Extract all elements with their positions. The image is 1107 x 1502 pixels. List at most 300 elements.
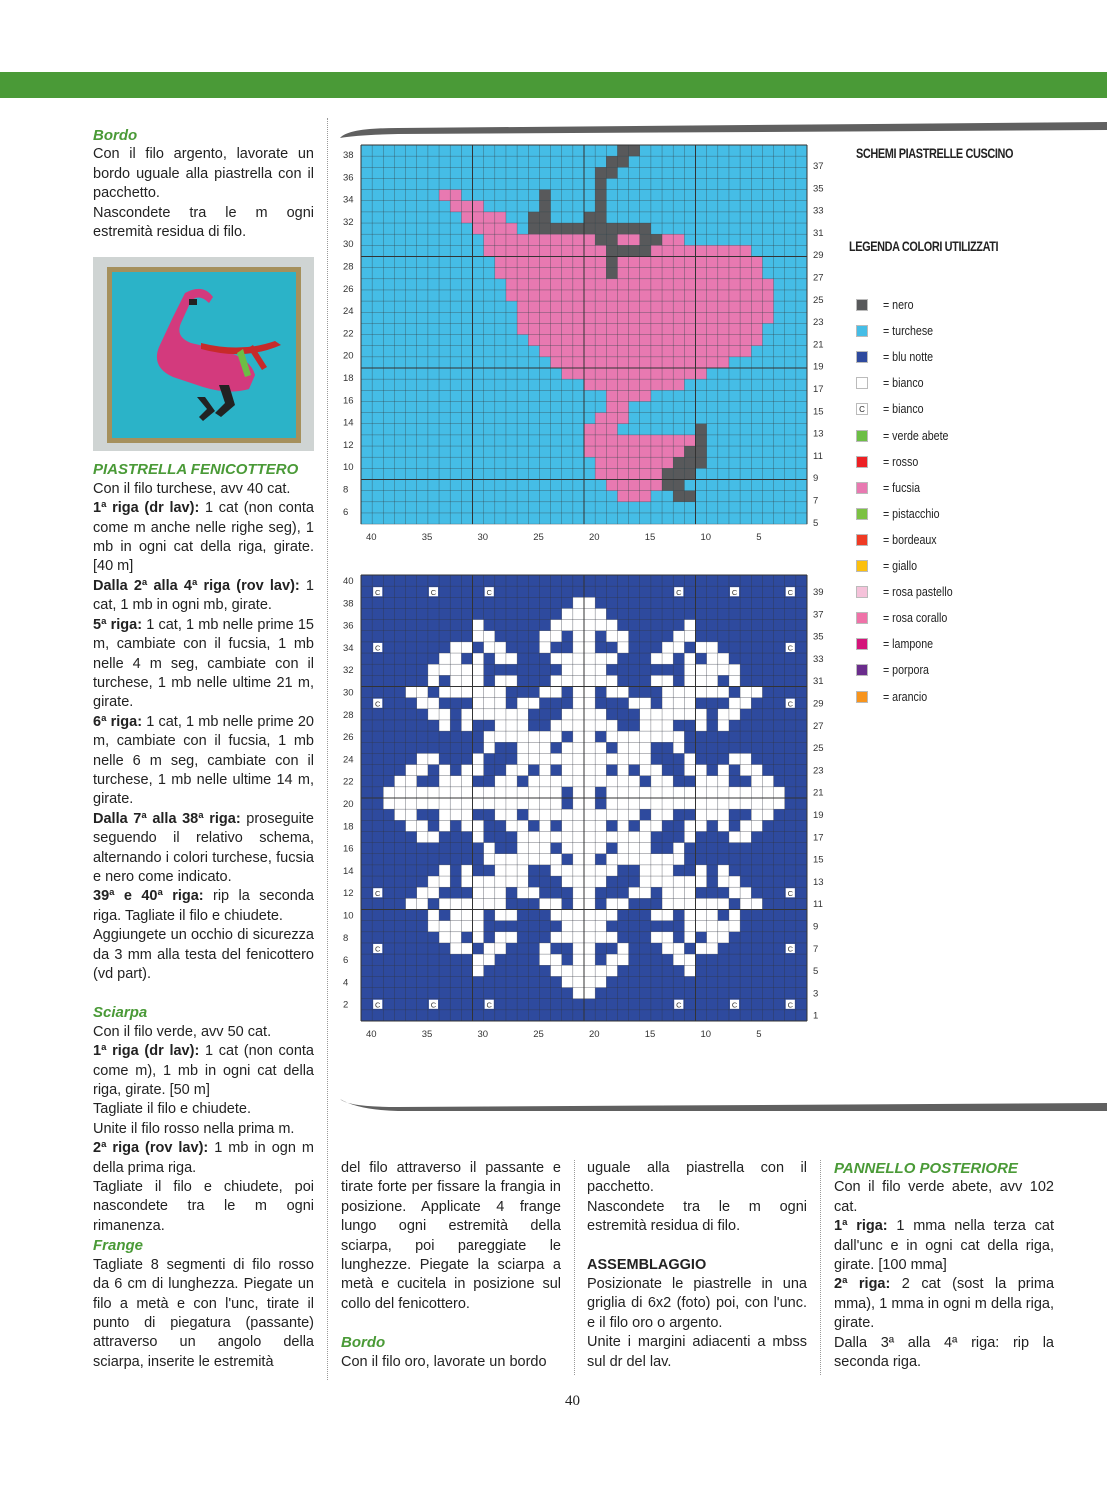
- grid-cell: [673, 898, 684, 909]
- grid-cell: [707, 279, 718, 290]
- grid-cell: [718, 335, 729, 346]
- grid-cell: [617, 765, 628, 776]
- grid-cell: [573, 809, 584, 820]
- grid-cell: [684, 245, 695, 256]
- grid-cell: [640, 279, 651, 290]
- grid-cell: [606, 854, 617, 865]
- grid-cell: [428, 876, 439, 887]
- grid-cell: [651, 809, 662, 820]
- grid-cell: [729, 921, 740, 932]
- grid-cell: [573, 368, 584, 379]
- grid-cell: [673, 468, 684, 479]
- grid-cell: [562, 301, 573, 312]
- grid-cell: [573, 976, 584, 987]
- grid-cell: [551, 323, 562, 334]
- grid-cell: [528, 887, 539, 898]
- grid-cell: [506, 257, 517, 268]
- grid-cell: [640, 290, 651, 301]
- grid-cell: [562, 876, 573, 887]
- grid-cell: [617, 145, 628, 156]
- grid-cell: [539, 820, 550, 831]
- grid-cell: [484, 787, 495, 798]
- grid-cell: [640, 234, 651, 245]
- grid-cell: [517, 820, 528, 831]
- grid-cell: [707, 346, 718, 357]
- grid-cell: [606, 480, 617, 491]
- tick-label: 30: [477, 1029, 489, 1040]
- grid-cell: [417, 831, 428, 842]
- paragraph-text: 1 cat, 1 mb nelle prime 20 m, cambiate con il fucsia, 1 mb nelle 6 m seg, cambiate con il turchese, 1 mb nelle ultime 14 m, girate.: [93, 713, 314, 808]
- grid-cell: [450, 776, 461, 787]
- grid-cell: [718, 687, 729, 698]
- grid-cell: [684, 653, 695, 664]
- grid-cell: [696, 435, 707, 446]
- tick-label: 33: [813, 205, 824, 217]
- grid-cell: [684, 820, 695, 831]
- paragraph-text: uguale alla piastrella con il pacchetto.: [587, 1160, 807, 1196]
- grid-cell: [461, 898, 472, 909]
- grid-cell: [461, 787, 472, 798]
- tick-label: 23: [813, 317, 824, 329]
- grid-cell: [595, 965, 606, 976]
- schemes-heading: SCHEMI PIASTRELLE CUSCINO: [856, 145, 1014, 161]
- grid-cell: [606, 368, 617, 379]
- paragraph-text: Dalla 3ª alla 4ª riga: rip la seconda riga.: [834, 1334, 1054, 1371]
- grid-cell: [617, 642, 628, 653]
- grid-cell: [551, 731, 562, 742]
- grid-cell: [517, 798, 528, 809]
- grid-cell: [450, 201, 461, 212]
- grid-cell: [718, 323, 729, 334]
- grid-cell: [684, 268, 695, 279]
- c-marker-label: C: [676, 587, 682, 597]
- grid-cell: [584, 831, 595, 842]
- grid-cell: [495, 943, 506, 954]
- grid-cell: [495, 234, 506, 245]
- legend-label: = turchese: [883, 323, 934, 339]
- grid-cell: [684, 921, 695, 932]
- grid-cell: [584, 212, 595, 223]
- paragraph-text: Sciarpa: [93, 1004, 148, 1022]
- paragraph-text: Con il filo oro, lavorate un bordo: [341, 1353, 547, 1370]
- grid-cell: [551, 753, 562, 764]
- grid-cell: [573, 642, 584, 653]
- grid-cell: [751, 335, 762, 346]
- grid-cell: [539, 854, 550, 865]
- legend-swatch: [856, 456, 868, 468]
- grid-cell: [551, 910, 562, 921]
- grid-cell: [595, 290, 606, 301]
- grid-cell: [651, 653, 662, 664]
- grid-cell: [684, 887, 695, 898]
- paragraph: [93, 1178, 314, 1236]
- tick-label: 27: [813, 272, 824, 284]
- grid-cell: [551, 223, 562, 234]
- paragraph: [93, 926, 314, 984]
- grid-cell: [439, 798, 450, 809]
- grid-cell: [562, 223, 573, 234]
- grid-cell: [606, 831, 617, 842]
- grid-cell: [595, 457, 606, 468]
- grid-cell: [517, 268, 528, 279]
- grid-cell: [696, 642, 707, 653]
- grid-cell: [651, 720, 662, 731]
- grid-cell: [696, 765, 707, 776]
- grid-cell: [662, 245, 673, 256]
- row-instruction-label: 5ª riga:: [93, 616, 143, 633]
- grid-cell: [461, 809, 472, 820]
- grid-cell: [640, 720, 651, 731]
- tick-label: 10: [700, 532, 712, 540]
- grid-cell: [684, 898, 695, 909]
- grid-cell: [584, 809, 595, 820]
- grid-cell: [495, 245, 506, 256]
- grid-cell: [751, 268, 762, 279]
- grid-cell: [573, 932, 584, 943]
- grid-cell: [450, 687, 461, 698]
- tick-label: 29: [813, 698, 824, 710]
- grid-cell: [729, 245, 740, 256]
- tick-label: 17: [813, 832, 824, 844]
- grid-cell: [606, 753, 617, 764]
- grid-cell: [751, 898, 762, 909]
- grid-cell: [651, 234, 662, 245]
- flamingo-chart: [337, 140, 827, 540]
- grid-cell: [562, 965, 573, 976]
- grid-cell: [584, 675, 595, 686]
- tick-label: 35: [421, 532, 433, 540]
- tick-label: 25: [533, 532, 544, 540]
- grid-cell: [718, 765, 729, 776]
- grid-cell: [606, 954, 617, 965]
- grid-cell: [707, 245, 718, 256]
- grid-cell: [461, 675, 472, 686]
- grid-cell: [684, 357, 695, 368]
- grid-cell: [617, 854, 628, 865]
- grid-cell: [517, 765, 528, 776]
- grid-cell: [617, 257, 628, 268]
- grid-cell: [539, 765, 550, 776]
- grid-cell: [528, 234, 539, 245]
- grid-cell: [551, 620, 562, 631]
- grid-cell: [595, 843, 606, 854]
- grid-cell: [729, 312, 740, 323]
- grid-cell: [562, 268, 573, 279]
- grid-cell: [606, 312, 617, 323]
- grid-cell: [417, 787, 428, 798]
- grid-cell: [707, 910, 718, 921]
- grid-cell: [573, 988, 584, 999]
- grid-cell: [428, 798, 439, 809]
- grid-cell: [562, 312, 573, 323]
- paragraph: [93, 577, 314, 616]
- grid-cell: [595, 190, 606, 201]
- tick-label: 30: [477, 532, 489, 540]
- row-instruction-label: 1ª riga:: [834, 1218, 888, 1235]
- grid-cell: [651, 765, 662, 776]
- grid-cell: [584, 843, 595, 854]
- grid-cell: [673, 245, 684, 256]
- grid-cell: [673, 435, 684, 446]
- grid-cell: [528, 290, 539, 301]
- tick-label: 3: [813, 988, 819, 1000]
- grid-cell: [751, 776, 762, 787]
- grid-cell: [473, 620, 484, 631]
- grid-cell: [406, 820, 417, 831]
- grid-cell: [707, 787, 718, 798]
- grid-cell: [640, 753, 651, 764]
- grid-cell: [640, 709, 651, 720]
- legend-label: = verde abete: [883, 427, 949, 443]
- grid-cell: [718, 876, 729, 887]
- text-column-2: [341, 1159, 561, 1372]
- grid-cell: [651, 480, 662, 491]
- grid-cell: [584, 620, 595, 631]
- grid-cell: [394, 787, 405, 798]
- grid-cell: [707, 268, 718, 279]
- grid-cell: [584, 346, 595, 357]
- paragraph-text: proseguite seguendo il relativo schema, alternando i colori turchese, fucsia e nero come indicato.: [93, 810, 314, 885]
- c-marker-label: C: [375, 888, 381, 898]
- grid-cell: [673, 731, 684, 742]
- grid-cell: [629, 446, 640, 457]
- grid-cell: [473, 753, 484, 764]
- grid-cell: [662, 698, 673, 709]
- paragraph: [93, 1120, 314, 1139]
- grid-cell: [673, 257, 684, 268]
- grid-cell: [584, 720, 595, 731]
- grid-cell: [473, 831, 484, 842]
- grid-cell: [383, 787, 394, 798]
- grid-cell: [439, 190, 450, 201]
- paragraph-text: Nascondete tra le m ogni estremità residua di filo.: [587, 1198, 807, 1235]
- tick-label: 6: [343, 955, 349, 967]
- grid-cell: [718, 301, 729, 312]
- grid-cell: [584, 898, 595, 909]
- grid-cell: [751, 279, 762, 290]
- section-heading: [93, 1236, 314, 1255]
- grid-cell: [684, 965, 695, 976]
- c-marker-label: C: [676, 1000, 682, 1010]
- grid-cell: [584, 379, 595, 390]
- grid-cell: [629, 798, 640, 809]
- c-marker-label: C: [486, 587, 492, 597]
- grid-cell: [584, 943, 595, 954]
- legend-label: = lampone: [883, 636, 934, 652]
- tick-label: 16: [343, 395, 354, 407]
- paragraph: [93, 887, 314, 926]
- grid-cell: [539, 954, 550, 965]
- grid-cell: [684, 798, 695, 809]
- tick-label: 37: [813, 161, 824, 172]
- grid-cell: [606, 390, 617, 401]
- grid-cell: [696, 357, 707, 368]
- grid-cell: [629, 390, 640, 401]
- grid-cell: [718, 312, 729, 323]
- grid-cell: [450, 190, 461, 201]
- grid-cell: [662, 279, 673, 290]
- grid-cell: [573, 234, 584, 245]
- section-heading: [834, 1159, 1054, 1178]
- grid-cell: [617, 898, 628, 909]
- grid-cell: [539, 301, 550, 312]
- grid-cell: [562, 368, 573, 379]
- grid-cell: [495, 910, 506, 921]
- grid-cell: [595, 201, 606, 212]
- grid-cell: [562, 664, 573, 675]
- grid-cell: [729, 798, 740, 809]
- grid-cell: [606, 865, 617, 876]
- grid-cell: [740, 257, 751, 268]
- grid-cell: [729, 831, 740, 842]
- grid-cell: [539, 223, 550, 234]
- grid-cell: [473, 932, 484, 943]
- grid-cell: [484, 876, 495, 887]
- grid-cell: [584, 597, 595, 608]
- grid-cell: [539, 323, 550, 334]
- tick-label: 5: [813, 966, 819, 978]
- grid-cell: [539, 212, 550, 223]
- grid-cell: [662, 776, 673, 787]
- grid-cell: [762, 279, 773, 290]
- grid-cell: [450, 910, 461, 921]
- grid-cell: [562, 865, 573, 876]
- legend-swatch: [856, 664, 868, 676]
- paragraph-text: 1 mb in ogn m della prima riga.: [93, 1140, 314, 1176]
- grid-cell: [573, 301, 584, 312]
- grid-cell: [662, 312, 673, 323]
- grid-lines: [361, 575, 807, 1021]
- grid-cell: [539, 268, 550, 279]
- grid-cell: [595, 167, 606, 178]
- grid-cell: [696, 865, 707, 876]
- grid-cell: [751, 323, 762, 334]
- grid-cell: [696, 279, 707, 290]
- legend-swatch: C: [856, 403, 868, 415]
- grid-cell: [439, 865, 450, 876]
- grid-cell: [595, 379, 606, 390]
- grid-cell: [461, 876, 472, 887]
- grid-cell: [584, 820, 595, 831]
- grid-cell: [696, 787, 707, 798]
- grid-cell: [673, 954, 684, 965]
- grid-cell: [551, 268, 562, 279]
- grid-cell: [673, 491, 684, 502]
- grid-cell: [606, 234, 617, 245]
- grid-cell: [506, 245, 517, 256]
- grid-cell: [707, 257, 718, 268]
- grid-cell: [751, 301, 762, 312]
- tick-label: 5: [756, 1029, 762, 1040]
- grid-cell: [696, 446, 707, 457]
- grid-cell: [595, 178, 606, 189]
- grid-cell: [517, 312, 528, 323]
- grid-cell: [573, 910, 584, 921]
- legend-swatch: [856, 508, 868, 520]
- grid-cell: [461, 765, 472, 776]
- grid-cell: [573, 965, 584, 976]
- grid-cell: [562, 279, 573, 290]
- c-marker-label: C: [731, 587, 738, 597]
- tick-label: 24: [343, 754, 354, 766]
- grid-cell: [673, 268, 684, 279]
- legend-label: = blu notte: [883, 349, 934, 365]
- grid-cell: [551, 787, 562, 798]
- grid-cell: [718, 898, 729, 909]
- grid-cell: [762, 798, 773, 809]
- grid-cell: [595, 279, 606, 290]
- paragraph-text: del filo attraverso il passante e tirate forte per fissare la frangia in posizione. Applicate 4 frange lungo ogni estremità della sciarpa, poi pareggiate le lunghezze. Piegate la sciarpa a metà e cucitela in posizione sul collo del fenicottero.: [341, 1160, 561, 1312]
- grid-cell: [606, 809, 617, 820]
- grid-cell: [528, 831, 539, 842]
- grid-cell: [573, 921, 584, 932]
- grid-cell: [562, 335, 573, 346]
- grid-cell: [551, 257, 562, 268]
- grid-cell: [450, 898, 461, 909]
- grid-cell: [696, 820, 707, 831]
- grid-cell: [506, 675, 517, 686]
- grid-cell: [662, 357, 673, 368]
- grid-cell: [584, 268, 595, 279]
- grid-cell: [595, 212, 606, 223]
- grid-cell: [528, 268, 539, 279]
- grid-cell: [696, 268, 707, 279]
- grid-cell: [484, 742, 495, 753]
- grid-cell: [484, 943, 495, 954]
- paragraph-text: 2 cat (sost la prima mma), 1 mma in ogni m della riga, girate.: [834, 1276, 1055, 1332]
- tick-label: 27: [813, 720, 824, 732]
- grid-cell: [573, 753, 584, 764]
- grid-cell: [539, 642, 550, 653]
- grid-cell: [629, 809, 640, 820]
- grid-cell: [673, 887, 684, 898]
- tick-label: 7: [813, 943, 819, 955]
- grid-cell: [684, 446, 695, 457]
- tick-label: 40: [366, 532, 377, 540]
- row-instruction-label: 1ª riga (dr lav):: [93, 1043, 200, 1060]
- grid-cell: [662, 435, 673, 446]
- grid-cell: [461, 865, 472, 876]
- section-heading: [93, 1003, 314, 1022]
- grid-cell: [617, 301, 628, 312]
- grid-cell: [606, 620, 617, 631]
- grid-cell: [584, 257, 595, 268]
- paragraph: [93, 1100, 314, 1119]
- grid-cell: [740, 898, 751, 909]
- grid-cell: [662, 480, 673, 491]
- grid-cell: [673, 480, 684, 491]
- tick-label: 32: [343, 665, 354, 677]
- grid-cell: [651, 876, 662, 887]
- grid-cell: [718, 245, 729, 256]
- grid-cell: [629, 223, 640, 234]
- paragraph-gap: [587, 1237, 807, 1256]
- grid-cell: [595, 932, 606, 943]
- grid-cell: [584, 290, 595, 301]
- grid-cell: [417, 753, 428, 764]
- tick-label: 35: [813, 183, 824, 195]
- grid-cell: [617, 480, 628, 491]
- grid-cell: [684, 932, 695, 943]
- grid-cell: [606, 323, 617, 334]
- grid-cell: [406, 776, 417, 787]
- grid-cell: [461, 921, 472, 932]
- grid-cell: [484, 709, 495, 720]
- grid-cell: [439, 765, 450, 776]
- paragraph-text: PIASTRELLA FENICOTTERO: [93, 461, 299, 479]
- grid-cell: [662, 898, 673, 909]
- grid-cell: [640, 301, 651, 312]
